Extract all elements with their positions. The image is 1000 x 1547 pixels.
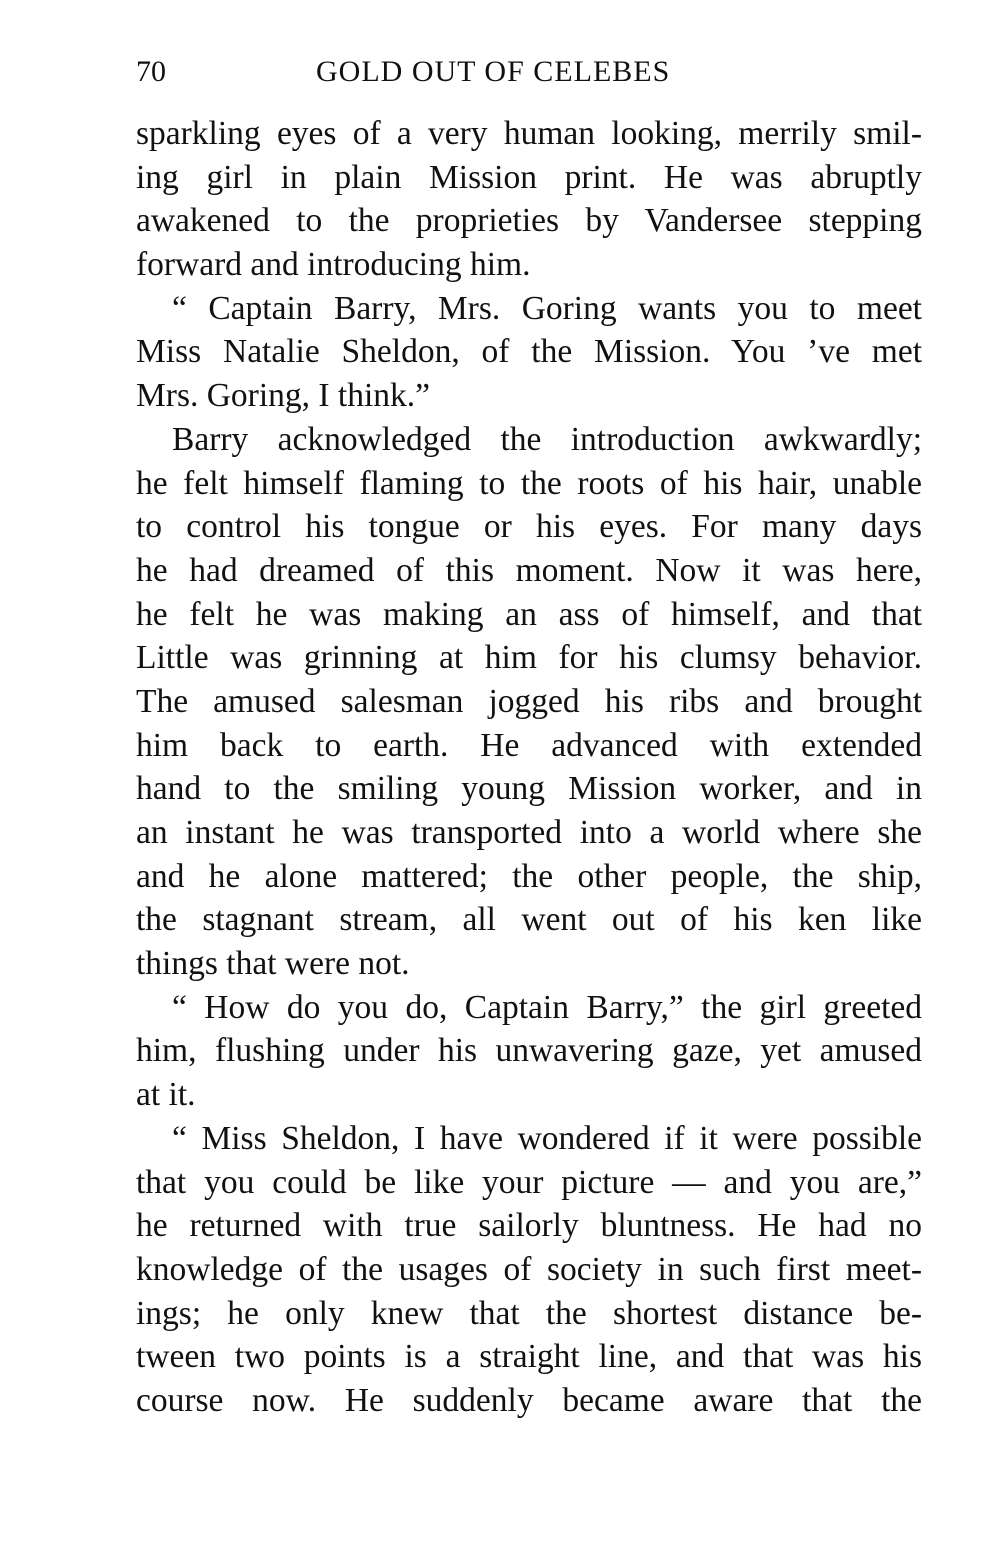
text-line: Little was grinning at him for his clumsy behavior. <box>136 639 922 677</box>
text-line: to control his tongue or his eyes. For many days <box>136 508 922 546</box>
text-line: “ Miss Sheldon, I have wondered if it were possible <box>172 1119 922 1157</box>
page-header <box>136 52 756 92</box>
text-line: at it. <box>136 1076 196 1114</box>
text-line: and he alone mattered; the other people, the ship, <box>136 857 922 895</box>
text-line: he returned with true sailorly bluntness. He had no <box>136 1207 922 1245</box>
text-line: hand to the smiling young Mission worker, and in <box>136 770 922 808</box>
text-line: “ Captain Barry, Mrs. Goring wants you to meet <box>172 289 922 327</box>
text-line: “ How do you do, Captain Barry,” the girl greeted <box>172 988 922 1026</box>
text-line: things that were not. <box>136 945 410 983</box>
text-line: ing girl in plain Mission print. He was abruptly <box>136 158 922 196</box>
text-line: the stagnant stream, all went out of his ken like <box>136 901 922 939</box>
text-line: ings; he only knew that the shortest distance be- <box>136 1294 922 1332</box>
text-line: Miss Natalie Sheldon, of the Mission. You ’ve met <box>136 333 922 371</box>
text-line: an instant he was transported into a world where she <box>136 814 922 851</box>
text-line: awakened to the proprieties by Vandersee stepping <box>136 202 922 240</box>
text-line: course now. He suddenly became aware that the <box>136 1381 922 1419</box>
text-line: he had dreamed of this moment. Now it was here, <box>136 551 922 589</box>
text-line: Mrs. Goring, I think.” <box>136 377 431 415</box>
text-line: he felt himself flaming to the roots of his hair, unable <box>136 464 922 502</box>
page-number: 70 <box>136 55 166 88</box>
text-line: he felt he was making an ass of himself, and that <box>136 595 922 633</box>
text-line: forward and introducing him. <box>136 246 531 284</box>
text-line: knowledge of the usages of society in such first meet- <box>136 1250 922 1288</box>
text-line: The amused salesman jogged his ribs and brought <box>136 682 922 720</box>
text-line: him back to earth. He advanced with extended <box>136 726 922 764</box>
text-line: that you could be like your picture — and you are,” <box>136 1163 922 1201</box>
text-line: him, flushing under his unwavering gaze, yet amused <box>136 1032 922 1070</box>
running-title: GOLD OUT OF CELEBES <box>316 55 671 88</box>
text-line: Barry acknowledged the introduction awkwardly; <box>172 420 922 458</box>
text-line: sparkling eyes of a very human looking, merrily smil- <box>136 115 922 152</box>
text-line: tween two points is a straight line, and that was his <box>136 1338 922 1376</box>
body-text <box>136 112 922 1423</box>
